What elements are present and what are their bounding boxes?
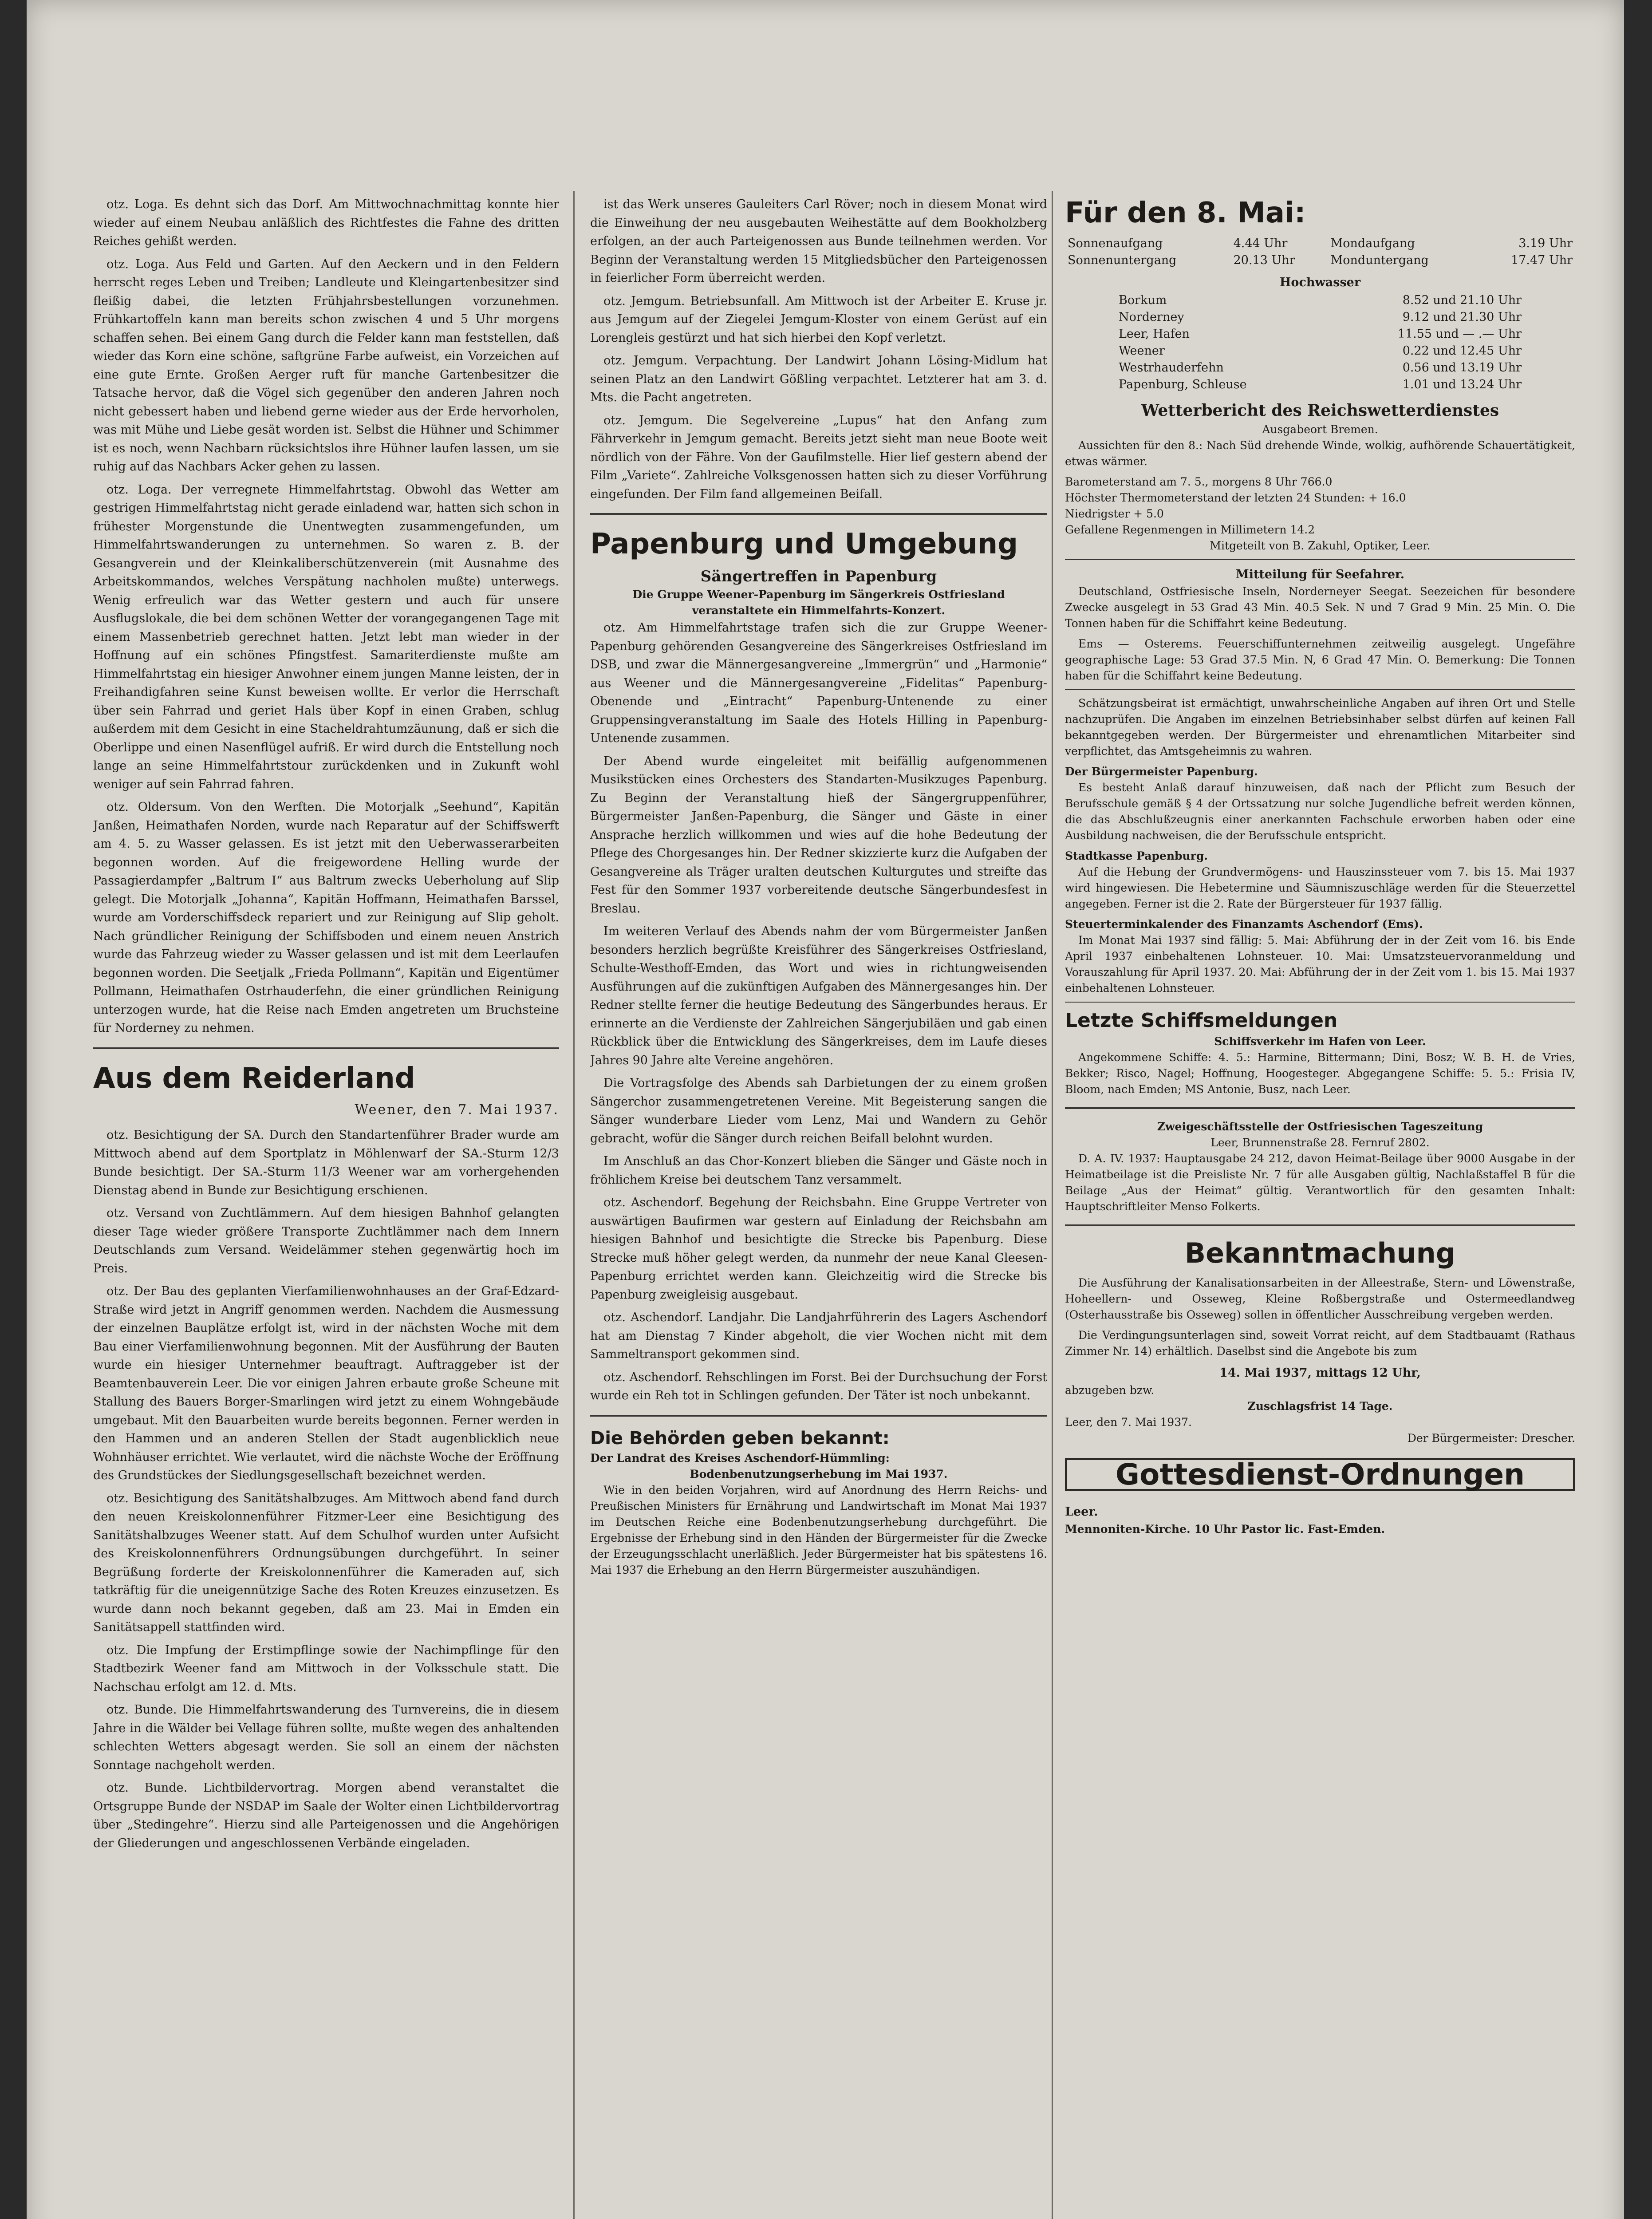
value-sunrise: 4.44 Uhr bbox=[1233, 237, 1288, 250]
article-saenger-p5: Im Anschluß an das Chor-Konzert blieben die Sänger und Gäste noch in fröhlichem Kreise bei deutschem Tanz versammelt. bbox=[590, 1154, 1047, 1187]
value-moonrise: 3.19 Uhr bbox=[1518, 237, 1573, 250]
table-row bbox=[1116, 326, 1524, 343]
heading-seefahrer: Mitteilung für Seefahrer. bbox=[1235, 567, 1405, 581]
notice-abzugeben: abzugeben bzw. bbox=[1065, 1383, 1155, 1397]
tide-times: 8.52 und 21.10 Uhr bbox=[1402, 293, 1522, 307]
label-moonset: Monduntergang bbox=[1330, 253, 1429, 267]
notice-place-date: Leer, den 7. Mai 1937. bbox=[1065, 1415, 1192, 1429]
subheading-zweiggeschaeftsstelle: Leer, Brunnenstraße 28. Fernruf 2802. bbox=[1210, 1136, 1430, 1149]
notice-impressum: D. A. IV. 1937: Hauptausgabe 24 212, davon Heimat-Beilage über 9000 Ausgabe in der Heimatbeilage ist die Preisliste Nr. 7 für alle Ausgaben gültig, Nachlaßstaffel B für die Beilage „Aus der Heimat“ gültig. Verantwortlich für den gesamten Inhalt: Hauptschriftleiter Menso Folkerts. bbox=[1065, 1152, 1575, 1213]
tide-place: Borkum bbox=[1119, 293, 1167, 307]
article-loga-himmelfahrt: otz. Loga. Der verregnete Himmelfahrtstag. Obwohl das Wetter am gestrigen Himmelfahrtstag nicht gerade einladend war, hatten sich schon in frühester Morgenstunde die Unentwegten zusammengefunden, um Himmelfahrtswanderungen zu unternehmen. So waren z. B. der Gesangverein und der Kleinkaliberschützenverein (mit Ausnahme des Arbeitskommandos, welches Verspätung nachholen mußte) unterwegs. Wenig erfreulich war das Wetter gestern und auch für unsere Ausflugslokale, die bei dem schönen Wetter der vorangegangenen Tage mit einem Massenbetrieb gerechnet hatten. Jetzt lebt man wieder in der Hoffnung auf ein schönes Pfingstfest. Samariterdienste mußte am Himmelfahrtstag ein hiesiger Anwohner einem jungen Manne leisten, der in Freihandigfahren seine Kunst beweisen wollte. Er verlor die Herrschaft über sein Fahrrad und geriet Hals über Kopf in einen Graben, schlug außerdem mit dem Gesicht in eine Stacheldrahtumzäunung, daß er sich die Oberlippe und einen Nasenflügel aufriß. Er wird durch die Entstellung noch lange an seine Himmelfahrtstour zurückdenken und in Zukunft wohl weniger auf sein Fahrrad fahren. bbox=[93, 482, 559, 791]
label-sunset: Sonnenuntergang bbox=[1068, 253, 1177, 267]
article-bunde-wanderung: otz. Bunde. Die Himmelfahrtswanderung des Turnvereins, die in diesem Jahre in die Wälder bei Vellage führen sollte, mußte wegen des anhaltenden schlechten Wetters abgesagt werden. Sie soll an einem der nächsten Sonntage nachgeholt werden. bbox=[93, 1703, 559, 1772]
article-subtitle-saengertreffen: Die Gruppe Weener-Papenburg im Sängerkreis Ostfriesland veranstaltete ein Himmelfahrts-Konzert. bbox=[632, 588, 1005, 617]
section-heading-reiderland: Aus dem Reiderland bbox=[93, 1062, 415, 1095]
article-title-saengertreffen: Sängertreffen in Papenburg bbox=[700, 568, 937, 585]
article-loga-feld: otz. Loga. Aus Feld und Garten. Auf den Aeckern und in den Feldern herrscht reges Leben und Treiben; Landleute und Kleingartenbesitzer sind fleißig dabei, die letzten Frühjahrsbestellungen vorzunehmen. Frühkartoffeln kann man bereits schon zwischen 4 und 5 Uhr morgens schaffen sehen. Bei einem Gang durch die Felder kann man feststellen, daß wieder das Korn eine schöne, saftgrüne Farbe aufweist, ein Vorzeichen auf eine gute Ernte. Großen Aerger ruft für manche Gartenbesitzer die Tatsache hervor, daß die Vögel sich gegenüber den anderen Jahren noch nicht gebessert haben und liebend gerne wieder aus der Erde hervorholen, was mit Mühe und Liebe gesät worden ist. Selbst die Hühner und Schimmer ist es noch, wenn Nachbarn rücksichtslos ihre Hühner laufen lassen, um sie ruhig auf das Nachbars Acker gehen zu lassen. bbox=[93, 257, 559, 474]
table-row bbox=[1116, 376, 1524, 393]
section-heading-papenburg: Papenburg und Umgebung bbox=[590, 528, 1018, 561]
section-rule bbox=[1065, 1224, 1575, 1226]
article-aschendorf-reichsbahn: otz. Aschendorf. Begehung der Reichsbahn. Eine Gruppe Vertreter von auswärtigen Baufirmen war gestern auf Einladung der Reichsbahn am hiesigen Bahnhof und besichtigte die Strecke bis Papenburg. Diese Strecke muß höher gelegt werden, da nunmehr der neue Kanal Gleesen-Papenburg errichtet werden kann. Gleichzeitig wird die Strecke bis Papenburg zweigleisig ausgebaut. bbox=[590, 1196, 1047, 1302]
heading-buergermeister-papenburg: Der Bürgermeister Papenburg. bbox=[1065, 765, 1258, 778]
notice-mennoniten: Mennoniten-Kirche. 10 Uhr Pastor lic. Fast-Emden. bbox=[1065, 1522, 1385, 1536]
column-separator bbox=[573, 191, 575, 2219]
article-oldersum-werften: otz. Oldersum. Von den Werften. Die Motorjalk „Seehund“, Kapitän Janßen, Heimathafen Norden, wurde nach Reparatur auf der Schiffswerft am 4. 5. zu Wasser gelassen. Es ist jetzt mit den Ueberwasserarbeiten begonnen worden. Auf die freigewordene Helling wurde der Passagierdampfer „Baltrum I“ aus Baltrum zwecks Ueberholung auf Slip gelegt. Die Motorjalk „Johanna“, Kapitän Hoffmann, Heimathafen Barssel, wurde am Vorderschiffsdeck repariert und zur Reinigung auf Slip geholt. Nach gründlicher Reinigung der Schiffsboden und einem neuen Anstrich wurde das Fahrzeug wieder zu Wasser gelassen und ist mit dem Leerlaufen begonnen worden. Die Seetjalk „Frieda Pollmann“, Kapitän und Eigentümer Pollmann, Heimathafen Ostrhauderfehn, die einer gründlichen Reinigung unterzogen wurde, hat die Reise nach Emden angetreten um Bruchsteine für Norderney zu nehmen. bbox=[93, 800, 559, 1035]
article-loga-dorf: otz. Loga. Es dehnt sich das Dorf. Am Mittwochnachmittag konnte hier wieder auf einem Neubau anläßlich des Richtfestes die Fahne des dritten Reiches gehißt werden. bbox=[93, 197, 559, 248]
notice-deadline: 14. Mai 1937, mittags 12 Uhr, bbox=[1219, 1366, 1421, 1380]
article-vierfamilienhaus: otz. Der Bau des geplanten Vierfamilienwohnhauses an der Graf-Edzard-Straße wird jetzt in Angriff genommen werden. Nachdem die Ausmessung der einzelnen Bauplätze erfolgt ist, wird in der nächsten Woche mit dem Bau einer Vierfamilienwohnung begonnen. Mit der Ausführung der Bauten wurde ein hiesiger Unternehmer beauftragt. Auftraggeber ist der Beamtenbauverein Leer. Die vor einigen Jahren erbaute große Scheune mit Stallung des Bauers Borger-Smarlingen wird jetzt zu einem Wohngebäude umgebaut. Mit den Bauarbeiten wurde bereits begonnen. Ferner werden in den Hammen und an anderen Stellen der Stadt augenblicklich neue Wohnhäuser errichtet. Wie verlautet, wird die nächste Woche der Eröffnung des Grundstückes der Siedlungsgesellschaft bezeichnet werden. bbox=[93, 1284, 559, 1482]
article-sa-besichtigung: otz. Besichtigung der SA. Durch den Standartenführer Brader wurde am Mittwoch abend auf dem Sportplatz in Möhlenwarf der SA.-Sturm 12/3 Bunde besichtigt. Der SA.-Sturm 11/3 Weener war am vorhergehenden Dienstag abend in Bunde zur Besichtigung erschienen. bbox=[93, 1128, 559, 1197]
tide-place: Westrhauderfehn bbox=[1119, 360, 1224, 375]
sun-moon-table bbox=[1065, 235, 1575, 269]
column-separator bbox=[1052, 191, 1053, 2219]
article-bunde-vortrag: otz. Bunde. Lichtbildervortrag. Morgen abend veranstaltet die Ortsgruppe Bunde der NSDAP im Saale der Wolter einen Lichtbildervortrag über „Stedingehre“. Hierzu sind alle Parteigenossen und die Angehörigen der Gliederungen und angeschlossenen Verbände eingeladen. bbox=[93, 1781, 559, 1850]
article-zuchtlaemmer: otz. Versand von Zuchtlämmern. Auf dem hiesigen Bahnhof gelangten dieser Tage wieder größere Transporte Zuchtlämmer nach dem Innern Deutschlands zum Versand. Weidelämmer stehen gegenwärtig hoch im Preis. bbox=[93, 1206, 559, 1275]
tide-times: 0.22 und 12.45 Uhr bbox=[1402, 344, 1522, 358]
weather-tmax: Höchster Thermometerstand der letzten 24 Stunden: + 16.0 bbox=[1065, 491, 1406, 504]
tide-place: Norderney bbox=[1119, 310, 1184, 324]
tide-place: Leer, Hafen bbox=[1119, 327, 1190, 341]
tide-times: 9.12 und 21.30 Uhr bbox=[1402, 310, 1522, 324]
table-row bbox=[1116, 359, 1524, 376]
heading-schiffsmeldungen: Letzte Schiffsmeldungen bbox=[1065, 1009, 1338, 1032]
section-rule bbox=[590, 1415, 1047, 1417]
article-jemgum-unfall: otz. Jemgum. Betriebsunfall. Am Mittwoch ist der Arbeiter E. Kruse jr. aus Jemgum auf der Ziegelei Jemgum-Kloster von einem Gerüst auf ein Lorengleis gestürzt und hat sich hierbei den Kopf verletzt. bbox=[590, 294, 1047, 345]
notice-steuertermin: Im Monat Mai 1937 sind fällig: 5. Mai: Abführung der in der Zeit vom 16. bis Ende April 1937 einbehaltenen Lohnsteuer. 10. Mai: Umsatzsteuervoranmeldung und Vorauszahlung für April 1937. 20. Mai: Abführung der in der Zeit vom 1. bis 15. Mai 1937 einbehaltenen Lohnsteuer. bbox=[1065, 934, 1575, 995]
section-rule bbox=[1065, 1002, 1575, 1003]
article-saenger-p1: otz. Am Himmelfahrtstage trafen sich die zur Gruppe Weener-Papenburg gehörenden Gesangvereine des Sängerkreises Ostfriesland im DSB, und zwar die Männergesangvereine „Immergrün“ und „Harmonie“ aus Weener und die Männergesangvereine „Fidelitas“ Papenburg-Obenende und „Eintracht“ Papenburg-Untenende zu einer Gruppensingveranstaltung im Saale des Hotels Hilling in Papenburg-Untenende zusammen. bbox=[590, 621, 1047, 745]
newspaper-page bbox=[27, 0, 1624, 2219]
section-rule bbox=[1065, 1107, 1575, 1109]
notice-signature: Der Bürgermeister: Drescher. bbox=[1407, 1431, 1575, 1445]
table-row bbox=[1116, 292, 1524, 309]
weather-barometer: Barometerstand am 7. 5., morgens 8 Uhr 766.0 bbox=[1065, 475, 1333, 488]
column-middle bbox=[590, 195, 1047, 2219]
weather-tmin: Niedrigster + 5.0 bbox=[1065, 507, 1164, 520]
heading-stadtkasse: Stadtkasse Papenburg. bbox=[1065, 849, 1208, 862]
weather-optiker: Mitgeteilt von B. Zakuhl, Optiker, Leer. bbox=[1210, 539, 1431, 552]
label-moonrise: Mondaufgang bbox=[1330, 237, 1415, 250]
notice-kanalisation: Die Ausführung der Kanalisationsarbeiten in der Alleestraße, Stern- und Löwenstraße, Hoheellern- und Osseweg, Kleine Roßbergstraße und Ostermeedlandweg (Osterhausstraße bis Osseweg) sollen in öffentlicher Ausschreibung vergeben werden. bbox=[1065, 1276, 1575, 1321]
article-aschendorf-landjahr: otz. Aschendorf. Landjahr. Die Landjahrführerin des Lagers Aschendorf hat am Dienstag 7 Kinder abgeholt, die vier Wochen nicht mit dem Sammeltransport gekommen sind. bbox=[590, 1311, 1047, 1361]
tide-place: Papenburg, Schleuse bbox=[1119, 377, 1247, 391]
heading-fuer-den-8-mai: Für den 8. Mai: bbox=[1065, 197, 1306, 229]
notice-stadtkasse: Auf die Hebung der Grundvermögens- und Hauszinssteuer vom 7. bis 15. Mai 1937 wird hingewiesen. Die Hebetermine und Säumniszuschläge werden für die Steuerzettel angegeben. Ferner ist die 2. Rate der Bürgersteuer für 1937 fällig. bbox=[1065, 865, 1575, 910]
section-rule bbox=[590, 513, 1047, 515]
column-right bbox=[1065, 195, 1575, 2219]
section-rule bbox=[1065, 689, 1575, 690]
article-aschendorf-forst: otz. Aschendorf. Rehschlingen im Forst. Bei der Durchsuchung der Forst wurde ein Reh tot in Schlingen gefunden. Der Täter ist noch unbekannt. bbox=[590, 1370, 1047, 1402]
heading-gottesdienst: Gottesdienst-Ordnungen bbox=[1065, 1458, 1575, 1492]
table-row bbox=[1116, 309, 1524, 326]
tide-times: 1.01 und 13.24 Uhr bbox=[1402, 377, 1522, 391]
label-sunrise: Sonnenaufgang bbox=[1068, 237, 1163, 250]
article-jemgum-segel: otz. Jemgum. Die Segelvereine „Lupus“ hat den Anfang zum Fährverkehr in Jemgum gemacht. Bereits jetzt sieht man neue Boote weit nördlich von der Fähre. Von der Gaufilmstelle. Hier lief gestern abend der Film „Variete“. Zahlreiche Volksgenossen hatten sich zu dieser Vorführung eingefunden. Der Film fand allgemeinen Beifall. bbox=[590, 413, 1047, 501]
weather-subheading: Ausgabeort Bremen. bbox=[1262, 422, 1378, 436]
article-saenger-p3: Im weiteren Verlauf des Abends nahm der vom Bürgermeister Janßen besonders herzlich begrüßte Kreisführer des Sängerkreises Ostfriesland, Schulte-Westhoff-Emden, das Wort und wies in richtungweisenden Ausführungen auf die zukünftigen Aufgaben des Männergesanges hin. Der Redner stellte ferner die heutige Bedeutung des Sängerbundes heraus. Er erinnerte an die Verdienste der Zahlreichen Sängerjubiläen und gab einen Rückblick über die Entwicklung des Sängerkreises, dem im Laufe dieses Jahres 90 Jahre alte Vereine angehören. bbox=[590, 924, 1047, 1067]
heading-bekanntmachung: Bekanntmachung bbox=[1184, 1237, 1456, 1269]
notice-berufsschule: Es besteht Anlaß darauf hinzuweisen, daß nach der Pflicht zum Besuch der Berufsschule gemäß § 4 der Ortssatzung nur solche Jugendliche befreit werden können, die das Abschlußzeugnis einer anerkannten Fachschule erworben haben oder eine Ausbildung nachweisen, die der Berufsschule entspricht. bbox=[1065, 781, 1575, 842]
subheading-landrat: Der Landrat des Kreises Aschendorf-Hümmling: bbox=[590, 1451, 890, 1465]
weather-rain: Gefallene Regenmengen in Millimetern 14.2 bbox=[1065, 523, 1315, 536]
article-impfung: otz. Die Impfung der Erstimpflinge sowie der Nachimpflinge für den Stadtbezirk Weener fand am Mittwoch in der Volksschule statt. Die Nachschau erfolgt am 12. d. Mts. bbox=[93, 1643, 559, 1694]
subheading-bodenbenutzung: Bodenbenutzungserhebung im Mai 1937. bbox=[690, 1467, 948, 1481]
notice-verdingung: Die Verdingungsunterlagen sind, soweit Vorrat reicht, auf dem Stadtbauamt (Rathaus Zimmer Nr. 14) erhältlich. Daselbst sind die Angebote bis zum bbox=[1065, 1329, 1575, 1358]
article-saenger-p4: Die Vortragsfolge des Abends sah Darbietungen der zu einem großen Sängerchor zusammengetretenen Vereine. Mit Begeisterung sangen die Sänger wunderbare Lieder vom Lenz, Mai und Wandern zu Gehör gebracht, wofür die Sänger durch reichen Beifall belohnt wurden. bbox=[590, 1076, 1047, 1145]
subheading-schiffsverkehr: Schiffsverkehr im Hafen von Leer. bbox=[1214, 1035, 1426, 1048]
heading-hochwasser: Hochwasser bbox=[1279, 276, 1361, 289]
article-saenger-p2: Der Abend wurde eingeleitet mit beifällig aufgenommenen Musikstücken eines Orchesters des Standarten-Musikzuges Papenburg. Zu Beginn der Veranstaltung hieß der Sängergruppenführer, Bürgermeister Janßen-Papenburg, die Sänger und Gäste in einer Ansprache herzlich willkommen und wies auf die hohe Bedeutung der Pflege des Chorgesanges hin. Der Redner skizzierte kurz die Aufgaben der Gesangvereine als Träger uralten deutschen Kulturgutes und streifte das Fest für den Sommer 1937 vorbereitende deutsche Sängerbundesfest in Breslau. bbox=[590, 754, 1047, 916]
section-date: Weener, den 7. Mai 1937. bbox=[355, 1102, 559, 1117]
notice-zuschlagsfrist: Zuschlagsfrist 14 Tage. bbox=[1247, 1399, 1393, 1413]
weather-forecast: Aussichten für den 8.: Nach Süd drehende Winde, wolkig, aufhörende Schauertätigkeit, etwas wärmer. bbox=[1065, 438, 1575, 468]
heading-wetterbericht: Wetterbericht des Reichswetterdienstes bbox=[1141, 401, 1499, 420]
tide-times: 0.56 und 13.19 Uhr bbox=[1402, 360, 1522, 375]
value-sunset: 20.13 Uhr bbox=[1233, 253, 1295, 267]
article-gauleiter: ist das Werk unseres Gauleiters Carl Röver; noch in diesem Monat wird die Einweihung der neu ausgebauten Weihestätte auf dem Bookholzberg erfolgen, an der auch Parteigenossen aus Bunde teilnehmen werden. Vor Beginn der Veranstaltung werden 15 Mitgliedsbücher den Parteigenossen in feierlicher Form überreicht werden. bbox=[590, 197, 1047, 285]
tide-table bbox=[1116, 292, 1524, 393]
notice-schiffsverkehr: Angekommene Schiffe: 4. 5.: Harmine, Bittermann; Dini, Bosz; W. B. H. de Vries, Bekker; Risco, Nagel; Hoffnung, Hoogesteger. Abgegangene Schiffe: 5. 5.: Frisia IV, Bloom, nach Emden; MS Antonie, Busz, nach Leer. bbox=[1065, 1051, 1575, 1096]
article-jemgum-verpachtung: otz. Jemgum. Verpachtung. Der Landwirt Johann Lösing-Midlum hat seinen Platz an den Landwirt Gößling verpachtet. Letzterer hat am 3. d. Mts. die Pacht angetreten. bbox=[590, 354, 1047, 404]
heading-steuertermin: Steuerterminkalender des Finanzamts Aschendorf (Ems). bbox=[1065, 918, 1423, 931]
notice-schaetzungsbeirat: Schätzungsbeirat ist ermächtigt, unwahrscheinliche Angaben auf ihren Ort und Stelle nachzuprüfen. Die Angaben im einzelnen Betriebsinhaber selbst dürfen auf keinen Fall bekanntgegeben werden. Der Bürgermeister und ehrenamtlichen Mitarbeiter sind verpflichtet, das Amtsgeheimnis zu wahren. bbox=[1065, 697, 1575, 758]
tide-place: Weener bbox=[1119, 344, 1165, 358]
heading-behoerden: Die Behörden geben bekannt: bbox=[590, 1428, 890, 1449]
value-moonset: 17.47 Uhr bbox=[1511, 253, 1573, 267]
notice-seefahrer: Deutschland, Ostfriesische Inseln, Norderneyer Seegat. Seezeichen für besondere Zwecke ausgelegt in 53 Grad 43 Min. 40.5 Sek. N und 7 Grad 9 Min. 25 Min. O. Die Tonnen haben für die Schiffahrt keine Bedeutung. bbox=[1065, 585, 1575, 630]
tide-times: 11.55 und — .— Uhr bbox=[1397, 327, 1522, 341]
article-sanitaetshalbzug: otz. Besichtigung des Sanitätshalbzuges. Am Mittwoch abend fand durch den neuen Kreiskolonnenführer Fitzmer-Leer eine Besichtigung des Sanitätshalbzuges Weener statt. Auf dem Schulhof wurden unter Aufsicht des Kreiskolonnenführers Ordnungsübungen durchgeführt. In seiner Begrüßung forderte der Kreiskolonnenführer die Kameraden auf, sich tatkräftig für die uneigennützige Sache des Roten Kreuzes einzusetzen. Es wurde dann noch bekannt gegeben, daß am 23. Mai in Emden ein Sanitätsappell stattfinden wird. bbox=[93, 1491, 559, 1634]
notice-bodenbenutzung: Wie in den beiden Vorjahren, wird auf Anordnung des Herrn Reichs- und Preußischen Ministers für Ernährung und Landwirtschaft im Monat Mai 1937 im Deutschen Reiche eine Bodenbenutzungserhebung durchgeführt. Die Ergebnisse der Erhebung sind in den Händen der Bürgermeister für die Zwecke der Erzeugungsschlacht unerläßlich. Jeder Bürgermeister hat bis spätestens 16. Mai 1937 die Erhebung an den Herrn Bürgermeister auszuhändigen. bbox=[590, 1483, 1047, 1576]
section-rule bbox=[93, 1047, 559, 1049]
section-rule bbox=[1065, 559, 1575, 560]
column-left bbox=[93, 195, 559, 2219]
heading-zweiggeschaeftsstelle: Zweigeschäftsstelle der Ostfriesischen Tageszeitung bbox=[1157, 1120, 1483, 1133]
table-row bbox=[1116, 343, 1524, 359]
notice-ems: Ems — Osterems. Feuerschiffunternehmen zeitweilig ausgelegt. Ungefähre geographische Lage: 53 Grad 37.5 Min. N, 6 Grad 47 Min. O. Bemerkung: Die Tonnen haben für die Schiffahrt keine Bedeutung. bbox=[1065, 637, 1575, 682]
subheading-leer: Leer. bbox=[1065, 1505, 1098, 1519]
